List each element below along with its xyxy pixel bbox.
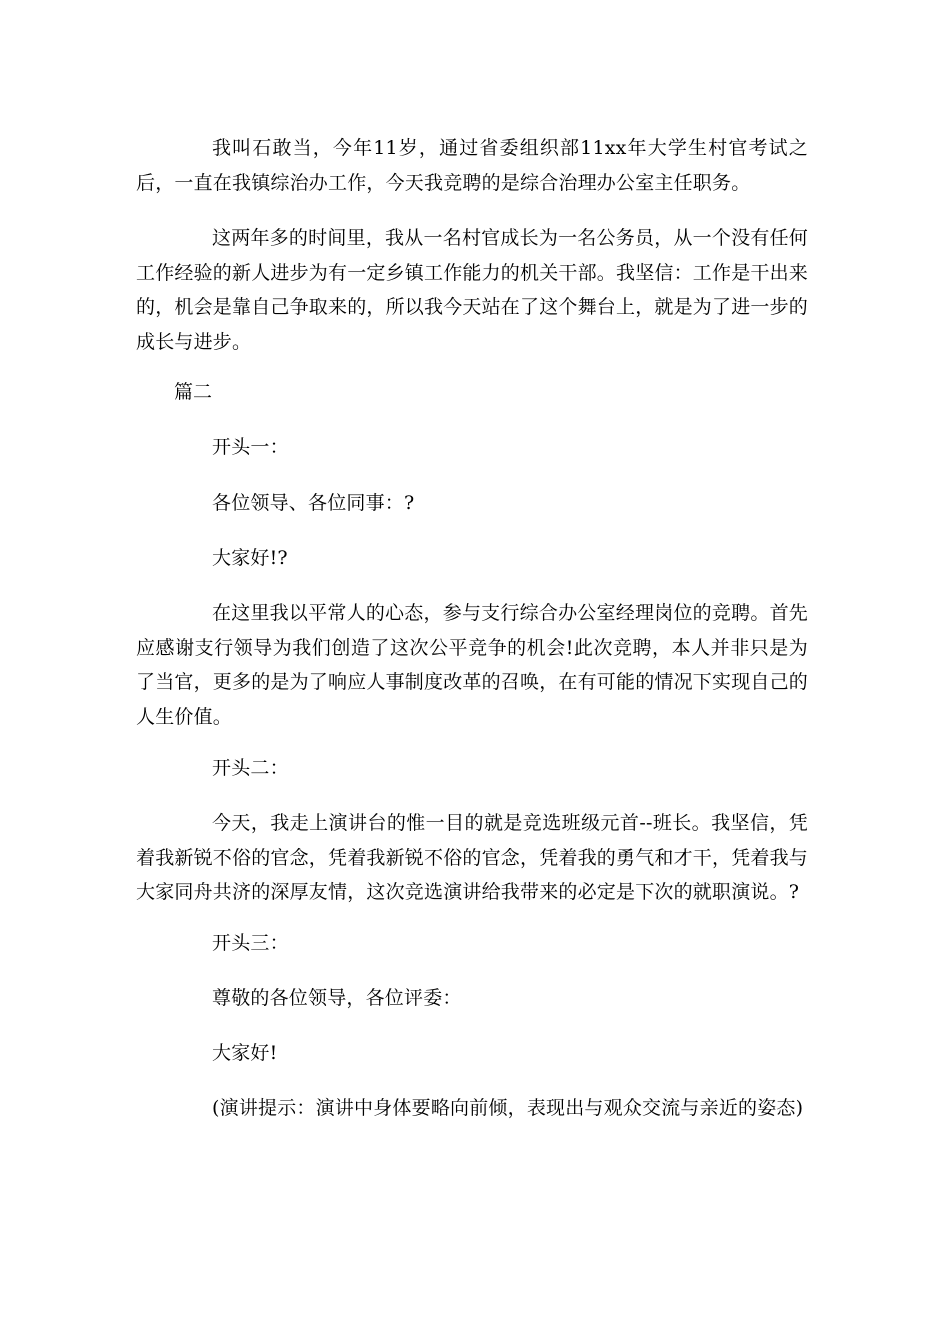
opening3-label: 开头三： bbox=[212, 932, 289, 954]
opening1-body: 在这里我以平常人的心态，参与支行综合办公室经理岗位的竞聘。首先应感谢支行领导为我们创造了这次公平竞争的机会!此次竞聘，本人并非只是为了当官，更多的是为了响应人事制度改革的召唤，在有可能的情况下实现自己的人生价值。 bbox=[136, 602, 809, 728]
opening3-hello: 大家好! bbox=[212, 1042, 278, 1064]
opening3-greeting: 尊敬的各位领导，各位评委： bbox=[212, 987, 462, 1009]
paragraph-intro: 我叫石敢当，今年11岁，通过省委组织部11xx年大学生村官考试之后，一直在我镇综治办工作，今天我竞聘的是综合治理办公室主任职务。 bbox=[136, 137, 808, 194]
section-title: 篇二 bbox=[174, 381, 213, 403]
opening1-label: 开头一： bbox=[212, 436, 289, 458]
opening3-tip: (演讲提示：演讲中身体要略向前倾，表现出与观众交流与亲近的姿态) bbox=[212, 1097, 804, 1119]
opening2-body: 今天，我走上演讲台的惟一目的就是竞选班级元首--班长。我坚信，凭着我新锐不俗的官念，凭着我新锐不俗的官念，凭着我的勇气和才干，凭着我与大家同舟共济的深厚友情，这次竞选演讲给我带来的必定是下次的就职演说。? bbox=[136, 812, 809, 903]
paragraph-experience: 这两年多的时间里，我从一名村官成长为一名公务员，从一个没有任何工作经验的新人进步为有一定乡镇工作能力的机关干部。我坚信：工作是干出来的，机会是靠自己争取来的，所以我今天站在了这个舞台上，就是为了进一步的成长与进步。 bbox=[136, 227, 809, 353]
opening2-label: 开头二： bbox=[212, 757, 289, 779]
opening1-hello: 大家好!? bbox=[212, 547, 288, 569]
opening1-greeting: 各位领导、各位同事：? bbox=[212, 492, 415, 514]
